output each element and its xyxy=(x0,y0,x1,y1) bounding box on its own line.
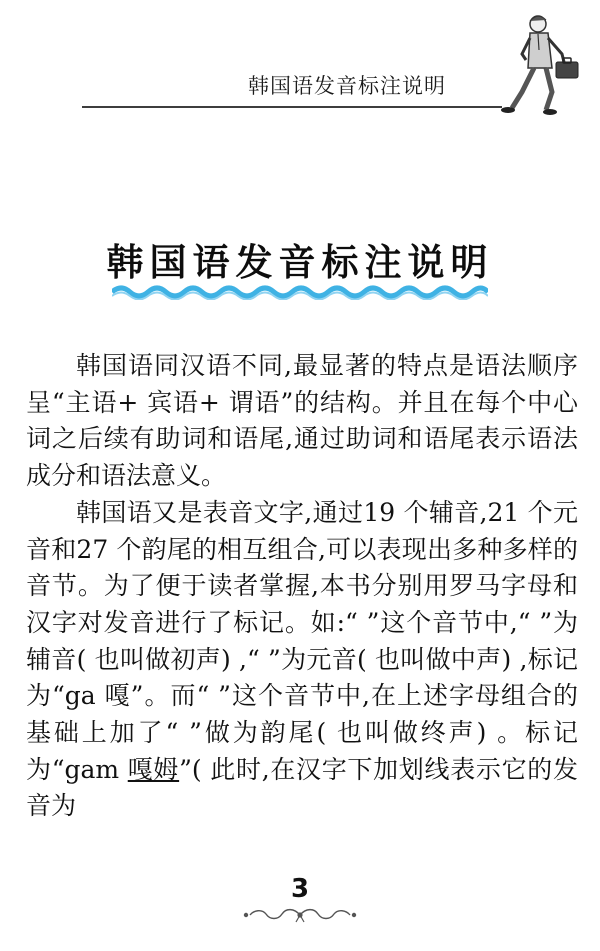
paragraph-2-text: 韩国语又是表音文字,通过19 个辅音,21 个元音和27 个韵尾的相互组合,可以表现出多种多样的音节。为了便于读者掌握,本书分别用罗马字母和汉字对发音进行了标记。如:“ ”这个音节中,“ ”为辅音( 也叫做初声) ,“ ”为元音( 也叫做中声) ,标记为“ga 嘎”。而“ ”这个音节中,在上述字母组合的基础上加了“ ”做为韵尾( 也叫做终声) 。标记为“gam xyxy=(26,497,578,784)
underlined-pronunciation: 嘎姆 xyxy=(127,754,180,784)
businessman-illustration xyxy=(492,10,592,120)
footer-ornament xyxy=(236,904,364,926)
chapter-title: 韩国语发音标注说明 xyxy=(106,241,494,284)
paragraph-2-tail: ”( 此时,在汉字下加划线表示它的发音为 xyxy=(26,754,578,821)
wavy-underline-decoration xyxy=(112,284,488,300)
page-number: 3 xyxy=(290,874,310,904)
body-text xyxy=(26,348,578,825)
paragraph-1: 韩国语同汉语不同,最显著的特点是语法顺序呈“主语+ 宾语+ 谓语”的结构。并且在每个中心词之后续有助词和语尾,通过助词和语尾表示语法成分和语法意义。 xyxy=(26,351,578,491)
paragraph-2 xyxy=(26,495,578,825)
header-rule xyxy=(82,106,502,108)
running-header: 韩国语发音标注说明 xyxy=(248,74,446,98)
